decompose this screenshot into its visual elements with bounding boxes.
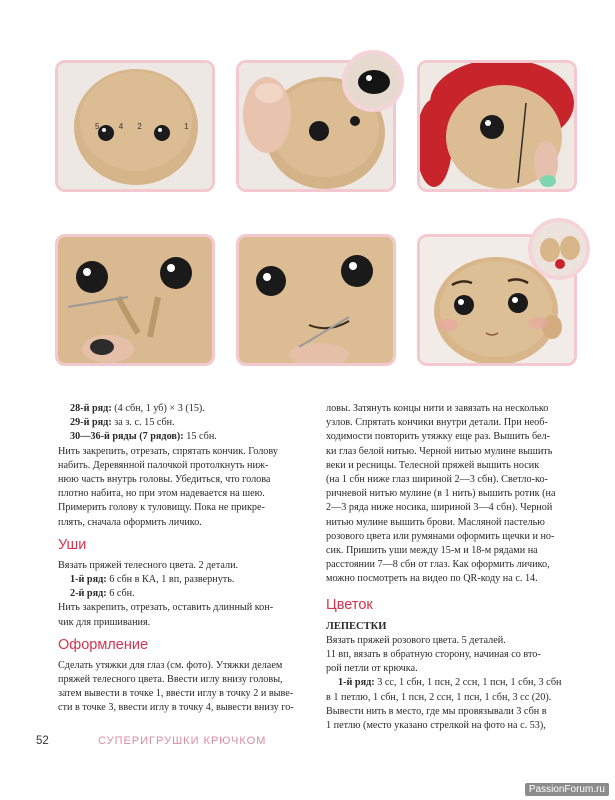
text-line: [58, 430, 333, 444]
text-line: [58, 459, 333, 473]
page-number: 52: [36, 735, 49, 747]
point-label: 5: [95, 122, 100, 131]
line-text: Вязать пряжей телесного цвета. 2 детали.: [58, 559, 239, 571]
petals-paragraph: [326, 634, 602, 733]
line-text: можно посмотреть на видео по QR-коду на с. 14.: [326, 573, 538, 585]
line-text: 6 сбн.: [106, 588, 135, 600]
line-text: пряжей телесного цвета. Ввести иглу внизу головы,: [58, 674, 283, 686]
line-text: сти в точке 3, ввести иглу в точку 4, вывести внизу го-: [58, 702, 294, 714]
line-text: в 1 петлю, 1 сбн, 1 псн, 2 ссн, 1 псн, 1 сбн, 3 сс (20).: [326, 691, 552, 703]
photo-needle-closeup: [55, 234, 215, 366]
section-heading-design: Оформление: [58, 636, 149, 653]
text-line: [326, 558, 602, 572]
text-line: [326, 676, 602, 690]
text-line: [326, 516, 602, 530]
line-text: рой петли от крючка.: [326, 663, 418, 675]
text-line: [58, 473, 333, 487]
row-label: 29-й ряд:: [70, 417, 112, 429]
photo-point-labels: [95, 122, 189, 131]
text-line: [326, 487, 602, 501]
text-line: [58, 659, 333, 673]
text-line: [58, 445, 333, 459]
line-text: узлов. Спрятать кончики внутри детали. При необ-: [326, 417, 548, 429]
text-column-right: [326, 402, 602, 733]
text-line: [58, 516, 333, 530]
line-text: затем вывести в точке 1, ввести иглу в точку 2 и выве-: [58, 688, 294, 700]
intro-paragraph: [58, 402, 333, 530]
line-text: набить. Деревянной палочкой протолкнуть ниж-: [58, 459, 269, 471]
row-label: 28-й ряд:: [70, 403, 112, 414]
ears-paragraph: [58, 559, 333, 630]
line-text: (4 сбн, 1 уб) × 3 (15).: [111, 403, 205, 414]
line-text: нитью мулине вышить брови. Масляной пастелью: [326, 516, 545, 528]
photo-inset-ears: [528, 218, 590, 280]
text-line: [58, 701, 333, 715]
text-line: [326, 473, 602, 487]
text-line: [58, 587, 333, 601]
line-text: сик. Пришить уши между 15-м и 18-м рядами на: [326, 545, 538, 557]
text-line: [326, 445, 602, 459]
text-line: [326, 430, 602, 444]
line-text: 15 сбн.: [183, 431, 217, 443]
text-line: [326, 459, 602, 473]
line-text: 3 сс, 1 сбн, 1 псн, 2 ссн, 1 псн, 1 сбн, 3 сбн: [374, 677, 562, 689]
point-label: 4: [118, 122, 124, 131]
line-text: плотно набита, но при этом надевается на шею.: [58, 488, 265, 500]
line-text: Нить закрепить, отрезать, оставить длинный кон-: [58, 602, 274, 614]
line-text: Вывести нить в место, где мы провязывали 3 сбн в: [326, 705, 547, 717]
line-text: за з. с. 15 сбн.: [111, 417, 175, 429]
line-text: ки глаз белой нитью. Черной нитью мулине вышить: [326, 445, 553, 457]
line-text: плять, сначала оформить личико.: [58, 516, 202, 528]
text-line: [326, 634, 602, 648]
photo-stitching-face: [236, 234, 396, 366]
line-text: Сделать утяжки для глаз (см. фото). Утяжки делаем: [58, 659, 283, 671]
text-line: [58, 487, 333, 501]
text-line: [326, 572, 602, 586]
text-line: [58, 601, 333, 615]
photo-inset-eye: [342, 50, 404, 112]
text-column-left: [58, 402, 333, 716]
watermark: PassionForum.ru: [525, 783, 609, 796]
text-line: [326, 691, 602, 705]
point-label: 2: [137, 122, 142, 131]
line-text: 2—3 ряда ниже носика, шириной 3—4 сбн). Черной: [326, 502, 553, 514]
line-text: розового цвета или румянами оформить щечки и но-: [326, 530, 555, 542]
line-text: Примерить голову к туловищу. Пока не прикре-: [58, 502, 265, 514]
design-continued-paragraph: [326, 402, 602, 587]
text-line: [326, 530, 602, 544]
point-label: 1: [184, 122, 189, 131]
line-text: (на 1 сбн ниже глаз шириной 2—3 сбн). Светло-ко-: [326, 474, 548, 486]
line-text: веки и ресницы. Телесной пряжей вышить носик: [326, 459, 540, 471]
line-text: Нить закрепить, отрезать, спрятать кончик. Голову: [58, 445, 278, 457]
section-heading-ears: Уши: [58, 536, 87, 553]
text-line: [58, 501, 333, 515]
line-text: ходимости повторить утяжку еще раз. Вышить бел-: [326, 431, 550, 443]
line-text: 11 вп, вязать в обратную сторону, начиная со вто-: [326, 649, 541, 661]
text-line: [326, 648, 602, 662]
line-text: 6 сбн в КА, 1 вп, развернуть.: [106, 574, 235, 586]
row-label: 2-й ряд:: [70, 588, 107, 600]
row-label: 1-й ряд:: [338, 677, 375, 689]
design-paragraph: [58, 659, 333, 716]
text-line: [326, 416, 602, 430]
line-text: Вязать пряжей розового цвета. 5 деталей.: [326, 634, 506, 646]
line-text: ричневой нитью мулине (в 1 нить) вышить ротик (на: [326, 488, 556, 500]
line-text: нюю часть внутрь головы. Убедиться, что голова: [58, 474, 271, 486]
footer-book-title: СУПЕРИГРУШКИ КРЮЧКОМ: [98, 735, 267, 747]
text-line: [326, 501, 602, 515]
text-line: [58, 687, 333, 701]
text-line: [58, 616, 333, 630]
text-line: [326, 544, 602, 558]
photo-red-hair: [417, 60, 577, 192]
line-text: расстоянии 7—8 сбн от глаз. Как оформить личико,: [326, 559, 550, 571]
text-line: [326, 662, 602, 676]
text-line: [326, 719, 602, 733]
text-line: [58, 402, 333, 416]
text-line: [58, 573, 333, 587]
text-line: [326, 705, 602, 719]
section-heading-flower: Цветок: [326, 596, 373, 613]
row-label: 1-й ряд:: [70, 574, 107, 586]
text-line: [58, 673, 333, 687]
row-label: 30—36-й ряды (7 рядов):: [70, 431, 184, 443]
line-text: ловы. Затянуть концы нити и завязать на несколько: [326, 403, 549, 414]
text-line: [58, 416, 333, 430]
line-text: чик для пришивания.: [58, 616, 151, 628]
text-line: [58, 559, 333, 573]
subheading-petals: ЛЕПЕСТКИ: [326, 620, 387, 632]
text-line: [326, 402, 602, 416]
line-text: 1 петлю (место указано стрелкой на фото на с. 53),: [326, 720, 546, 732]
